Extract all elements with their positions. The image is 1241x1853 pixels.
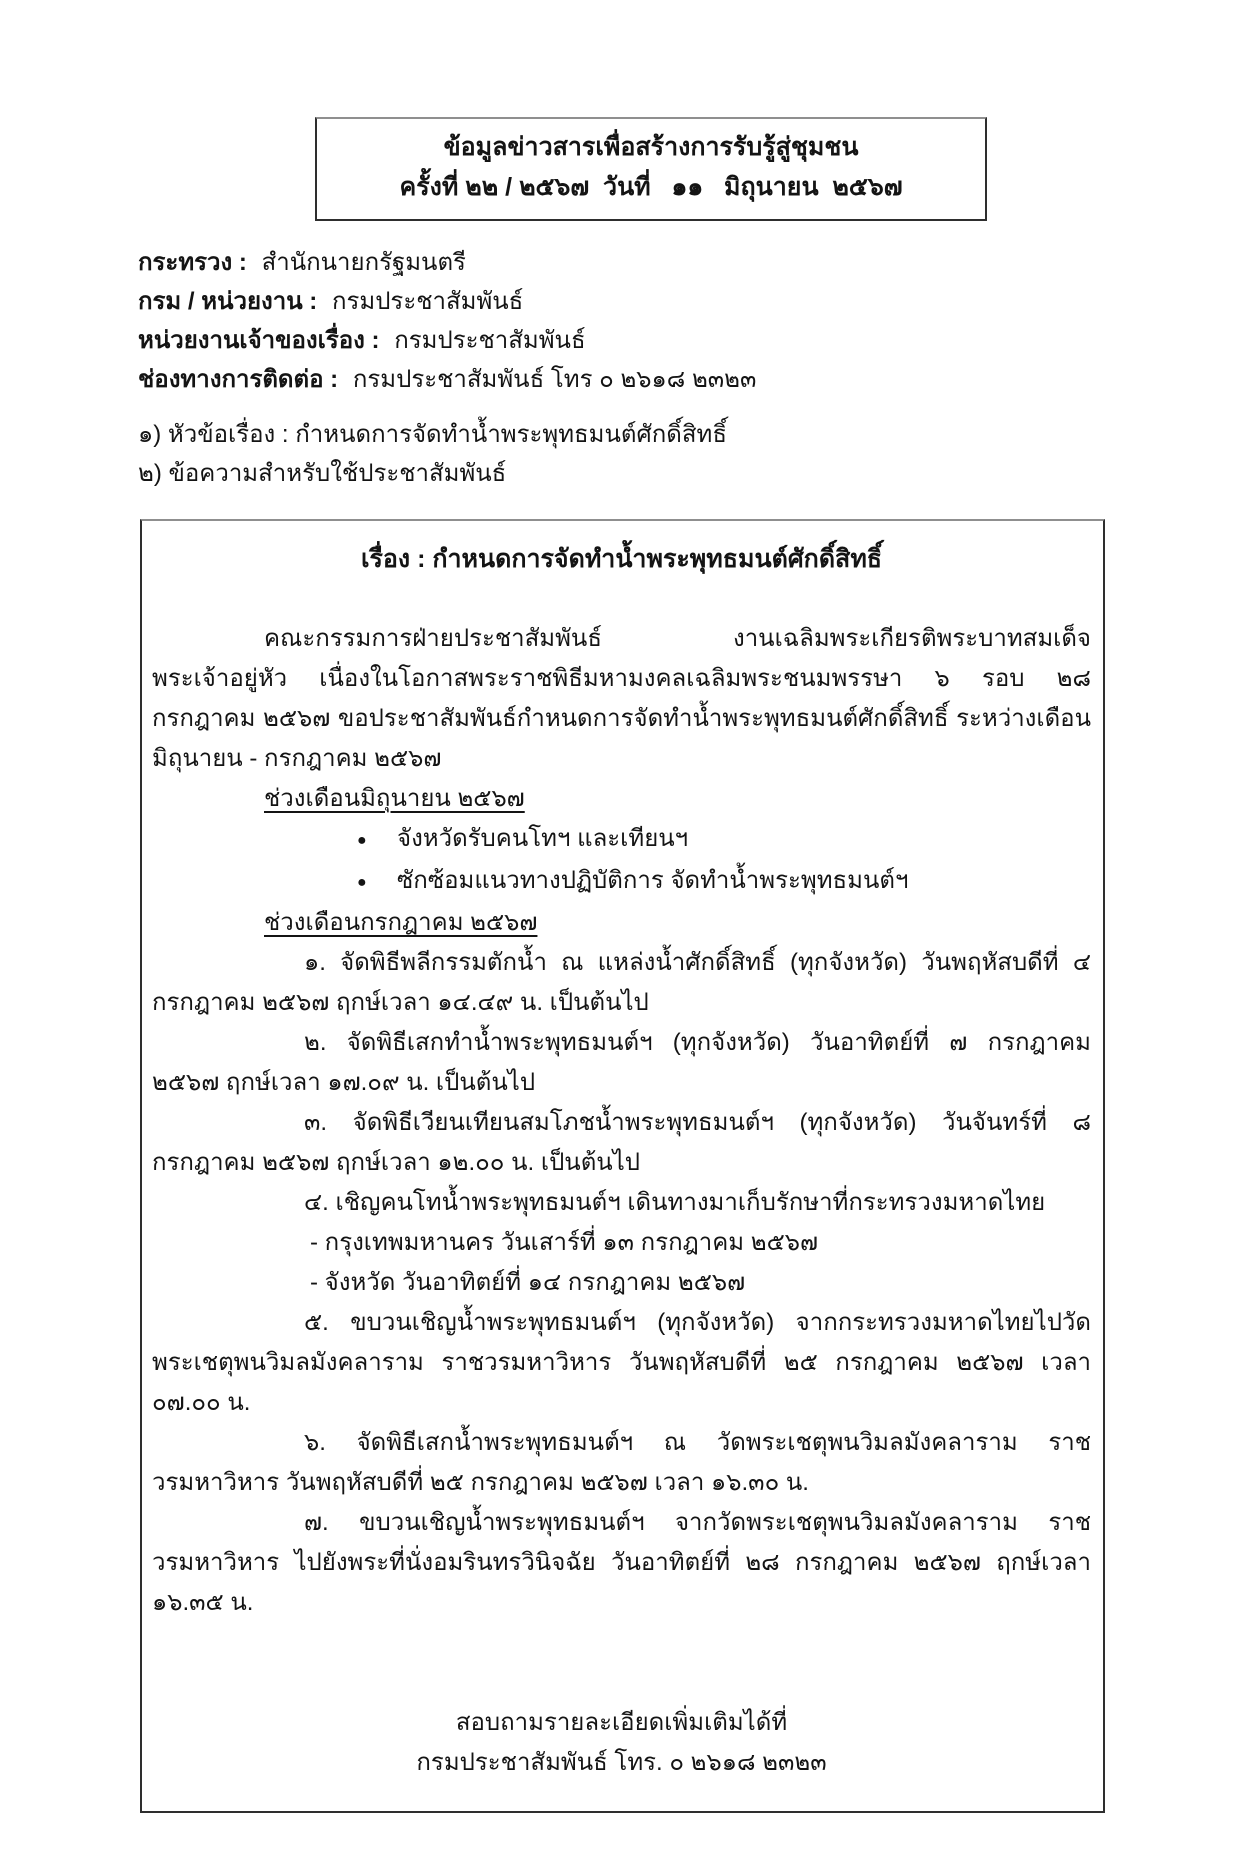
meta-section: [138, 243, 1241, 399]
bullet-icon: ●: [357, 874, 367, 891]
section-heading-july: ช่วงเดือนกรกฎาคม ๒๕๖๗: [264, 909, 538, 936]
meta-label-ministry: กระทรวง :: [138, 249, 247, 276]
numbered-item-5: ๕. ขบวนเชิญน้ำพระพุทธมนต์ฯ (ทุกจังหวัด) จากกระทรวงมหาดไทยไปวัดพระเชตุพนวิมลมังคลาราม ราชวรมหาวิหาร วันพฤหัสบดีที่ ๒๕ กรกฎาคม ๒๕๖๗ เวลา ๐๗.๐๐ น.: [152, 1309, 1091, 1416]
meta-label-owner-agency: หน่วยงานเจ้าของเรื่อง :: [138, 327, 380, 354]
meta-row-contact: [138, 360, 1241, 399]
numbered-item-4: ๔. เชิญคนโทน้ำพระพุทธมนต์ฯ เดินทางมาเก็บรักษาที่กระทรวงมหาดไทย: [304, 1189, 1046, 1216]
list-item: [357, 861, 1091, 903]
numbered-item-6: ๖. จัดพิธีเสกน้ำพระพุทธมนต์ฯ ณ วัดพระเชตุพนวิมลมังคลาราม ราชวรมหาวิหาร วันพฤหัสบดีที่ ๒๕ กรกฎาคม ๒๕๖๗ เวลา ๑๖.๓๐ น.: [152, 1429, 1091, 1496]
meta-value-department: กรมประชาสัมพันธ์: [331, 288, 524, 315]
contact-footer-line2: กรมประชาสัมพันธ์ โทร. ๐ ๒๖๑๘ ๒๓๒๓: [416, 1749, 827, 1776]
intro-item-pr-message: ๒) ข้อความสำหรับใช้ประชาสัมพันธ์: [138, 460, 507, 487]
content-box: [140, 519, 1105, 1813]
meta-row-owner-agency: [138, 321, 1241, 360]
bullet-text: ซักซ้อมแนวทางปฏิบัติการ จัดทำน้ำพระพุทธมนต์ฯ: [397, 867, 909, 894]
header-title: ข้อมูลข่าวสารเพื่อสร้างการรับรู้สู่ชุมชน: [443, 133, 859, 161]
meta-row-ministry: [138, 243, 1241, 282]
numbered-item-1: ๑. จัดพิธีพลีกรรมตักน้ำ ณ แหล่งน้ำศักดิ์สิทธิ์ (ทุกจังหวัด) วันพฤหัสบดีที่ ๔ กรกฎาคม ๒๕๖๗ ฤกษ์เวลา ๑๔.๔๙ น. เป็นต้นไป: [152, 949, 1091, 1016]
header-box: [315, 117, 987, 221]
meta-value-ministry: สำนักนายกรัฐมนตรี: [261, 249, 466, 276]
numbered-item-3: ๓. จัดพิธีเวียนเทียนสมโภชน้ำพระพุทธมนต์ฯ (ทุกจังหวัด) วันจันทร์ที่ ๘ กรกฎาคม ๒๕๖๗ ฤกษ์เวลา ๑๒.๐๐ น. เป็นต้นไป: [152, 1109, 1091, 1176]
meta-value-contact: กรมประชาสัมพันธ์ โทร ๐ ๒๖๑๘ ๒๓๒๓: [352, 366, 757, 393]
meta-label-contact: ช่องทางการติดต่อ :: [138, 366, 339, 393]
content-title: เรื่อง : กำหนดการจัดทำน้ำพระพุทธมนต์ศักดิ์สิทธิ์: [360, 545, 883, 573]
bullet-text: จังหวัดรับคนโทฯ และเทียนฯ: [397, 825, 689, 852]
meta-value-owner-agency: กรมประชาสัมพันธ์: [394, 327, 586, 354]
numbered-item-2: ๒. จัดพิธีเสกทำน้ำพระพุทธมนต์ฯ (ทุกจังหวัด) วันอาทิตย์ที่ ๗ กรกฎาคม ๒๕๖๗ ฤกษ์เวลา ๑๗.๐๙ น. เป็นต้นไป: [152, 1029, 1091, 1096]
sub-item-bangkok: - กรุงเทพมหานคร วันเสาร์ที่ ๑๓ กรกฎาคม ๒๕๖๗: [310, 1229, 819, 1256]
intro-item-topic: ๑) หัวข้อเรื่อง : กำหนดการจัดทำน้ำพระพุทธมนต์ศักดิ์สิทธิ์: [138, 421, 727, 448]
header-issue-date: ครั้งที่ ๒๒ / ๒๕๖๗ วันที่ ๑๑ มิถุนายน ๒๕๖๗: [399, 173, 903, 201]
section-heading-june: ช่วงเดือนมิถุนายน ๒๕๖๗: [264, 785, 525, 812]
content-paragraph: คณะกรรมการฝ่ายประชาสัมพันธ์ งานเฉลิมพระเกียรติพระบาทสมเด็จพระเจ้าอยู่หัว เนื่องในโอกาสพระราชพิธีมหามงคลเฉลิมพระชนมพรรษา ๖ รอบ ๒๘ กรกฎาคม ๒๕๖๗ ขอประชาสัมพันธ์กำหนดการจัดทำน้ำพระพุทธมนต์ศักดิ์สิทธิ์ ระหว่างเดือนมิถุนายน - กรกฎาคม ๒๕๖๗: [152, 625, 1091, 772]
contact-footer: [152, 1703, 1091, 1783]
meta-label-department: กรม / หน่วยงาน :: [138, 288, 318, 315]
meta-row-department: [138, 282, 1241, 321]
intro-items: [138, 415, 1241, 493]
contact-footer-line1: สอบถามรายละเอียดเพิ่มเติมได้ที่: [455, 1709, 788, 1736]
bullet-icon: ●: [357, 832, 367, 849]
sub-item-province: - จังหวัด วันอาทิตย์ที่ ๑๔ กรกฎาคม ๒๕๖๗: [310, 1269, 746, 1296]
numbered-item-7: ๗. ขบวนเชิญน้ำพระพุทธมนต์ฯ จากวัดพระเชตุพนวิมลมังคลาราม ราชวรมหาวิหาร ไปยังพระที่นั่งอมรินทรวินิจฉัย วันอาทิตย์ที่ ๒๘ กรกฎาคม ๒๕๖๗ ฤกษ์เวลา ๑๖.๓๕ น.: [152, 1509, 1091, 1616]
list-item: [357, 819, 1091, 861]
